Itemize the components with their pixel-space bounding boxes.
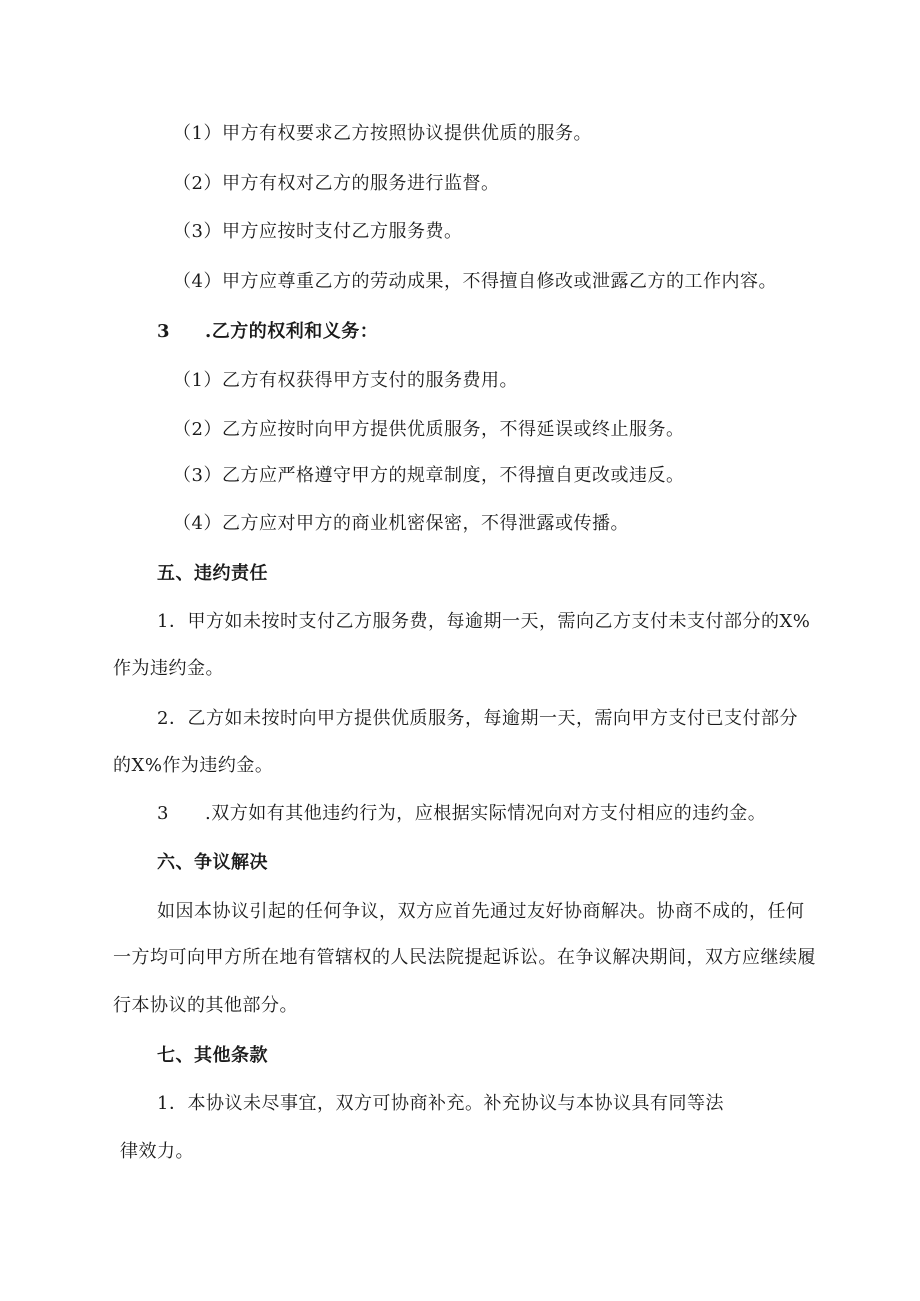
party-a-item-4: （4）甲方应尊重乙方的劳动成果，不得擅自修改或泄露乙方的工作内容。 bbox=[173, 271, 777, 292]
section-5-item-1-line-2: 作为违约金。 bbox=[113, 658, 224, 679]
section-6-heading: 六、争议解决 bbox=[157, 852, 268, 873]
party-a-item-3: （3）甲方应按时支付乙方服务费。 bbox=[173, 221, 463, 242]
section-6-para-line-1: 如因本协议引起的任何争议，双方应首先通过友好协商解决。协商不成的，任何 bbox=[157, 901, 805, 922]
party-b-item-4: （4）乙方应对甲方的商业机密保密，不得泄露或传播。 bbox=[173, 513, 629, 534]
section-5-item-3-text: .双方如有其他违约行为，应根据实际情况向对方支付相应的违约金。 bbox=[205, 803, 767, 824]
party-a-item-2: （2）甲方有权对乙方的服务进行监督。 bbox=[173, 173, 500, 194]
party-b-item-3: （3）乙方应严格遵守甲方的规章制度，不得擅自更改或违反。 bbox=[173, 465, 685, 486]
section-5-item-1-line-1: 1．甲方如未按时支付乙方服务费，每逾期一天，需向乙方支付未支付部分的X% bbox=[157, 611, 811, 632]
subsection-3-heading: .乙方的权利和义务： bbox=[205, 321, 379, 342]
party-b-item-2: （2）乙方应按时向甲方提供优质服务，不得延误或终止服务。 bbox=[173, 419, 685, 440]
subsection-3-number: 3 bbox=[157, 321, 171, 342]
section-7-item-1-line-2: 律效力。 bbox=[120, 1141, 194, 1162]
section-5-item-2-line-1: 2．乙方如未按时向甲方提供优质服务，每逾期一天，需向甲方支付已支付部分 bbox=[157, 708, 798, 729]
section-6-para-line-3: 行本协议的其他部分。 bbox=[113, 995, 298, 1016]
section-7-item-1-line-1: 1．本协议未尽事宜，双方可协商补充。补充协议与本协议具有同等法 bbox=[157, 1093, 724, 1114]
party-b-item-1: （1）乙方有权获得甲方支付的服务费用。 bbox=[173, 370, 518, 391]
section-6-para-line-2: 一方均可向甲方所在地有管辖权的人民法院提起诉讼。在争议解决期间，双方应继续履 bbox=[113, 947, 816, 968]
section-5-heading: 五、违约责任 bbox=[157, 563, 268, 584]
party-a-item-1: （1）甲方有权要求乙方按照协议提供优质的服务。 bbox=[173, 123, 592, 144]
section-7-heading: 七、其他条款 bbox=[157, 1045, 268, 1066]
section-5-item-2-line-2: 的X%作为违约金。 bbox=[113, 755, 274, 776]
section-5-item-3-number: 3 bbox=[157, 803, 169, 824]
